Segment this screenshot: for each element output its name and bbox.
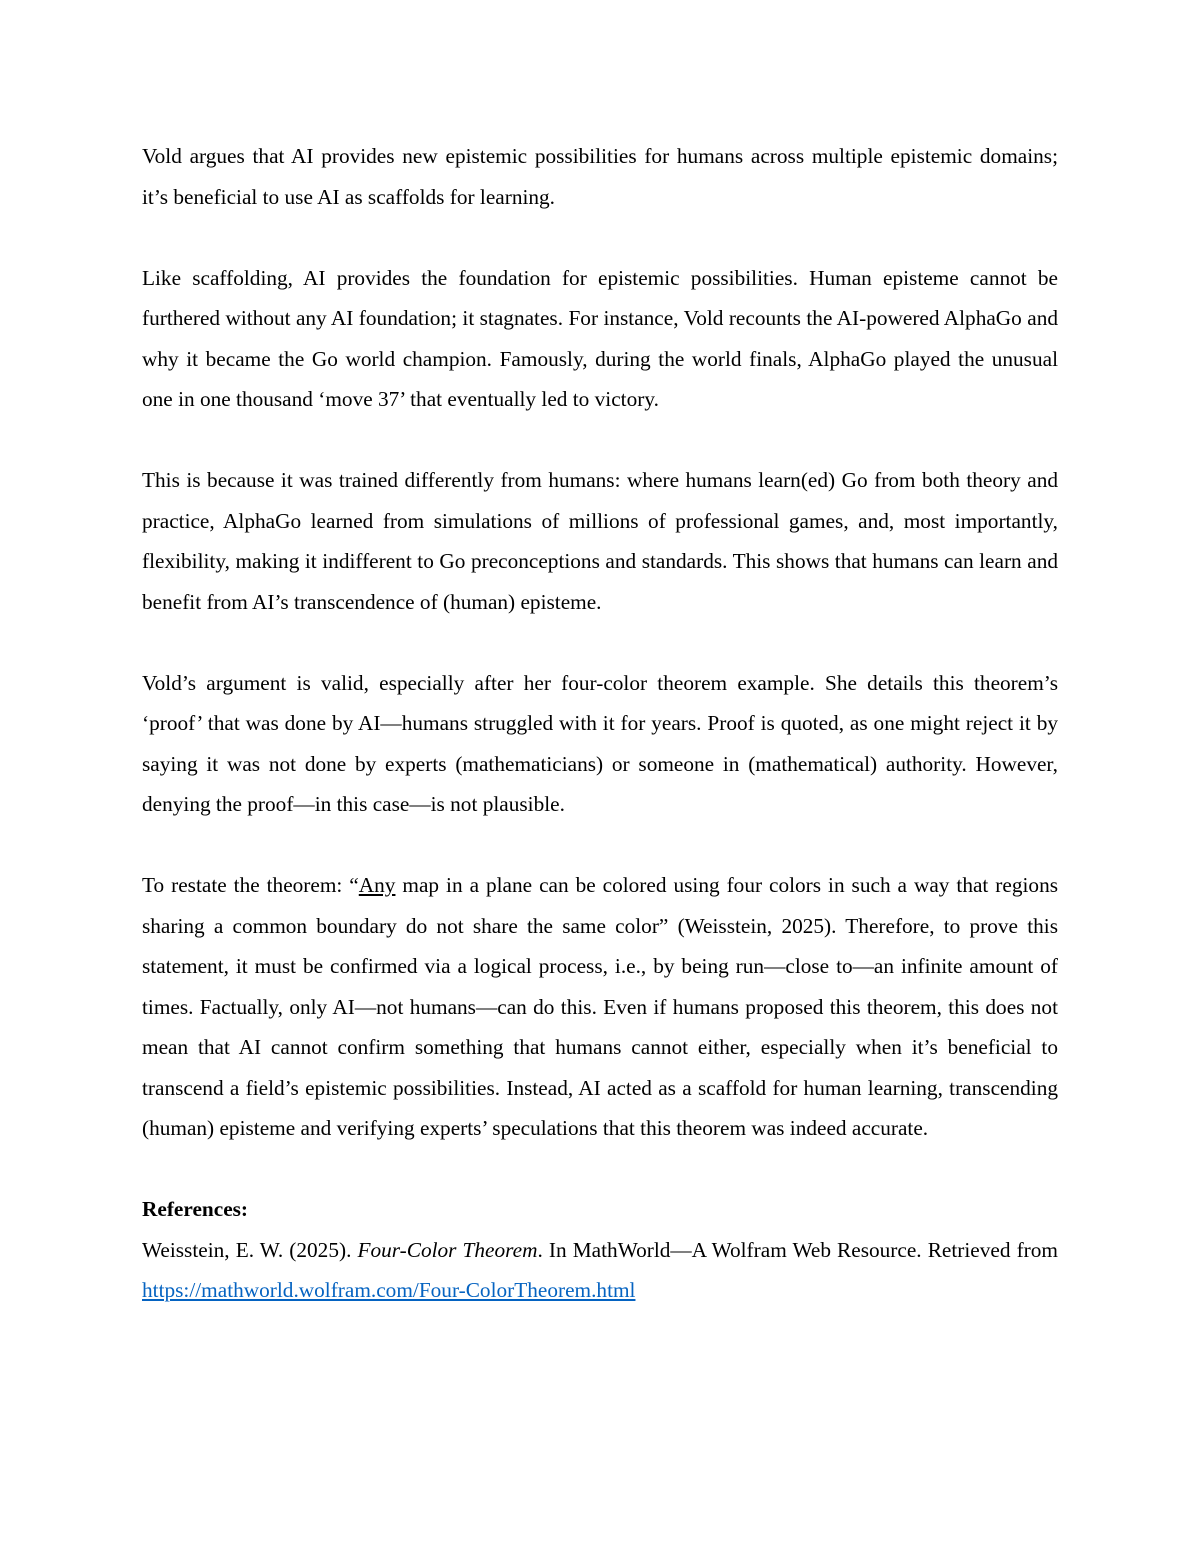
reference-url-link[interactable]: https://mathworld.wolfram.com/Four-ColorTheorem.html [142, 1278, 636, 1302]
paragraph-scaffolding: Like scaffolding, AI provides the foundation for epistemic possibilities. Human episteme cannot be furthered without any AI foundation; it stagnates. For instance, Vold recounts the AI-powered AlphaGo and why it became the Go world champion. Famously, during the world finals, AlphaGo played the unusual one in one thousand ‘move 37’ that eventually led to victory. [142, 265, 1058, 411]
reference-author-year: Weisstein, E. W. (2025). [142, 1237, 358, 1262]
theorem-underlined-word: Any [358, 873, 396, 897]
reference-source: . In MathWorld—A Wolfram Web Resource. Retrieved from [537, 1237, 1058, 1262]
theorem-text-before: To restate the theorem: “ [142, 873, 359, 897]
paragraph-argument-valid: Vold’s argument is valid, especially after her four-color theorem example. She details this theorem’s ‘proof’ that was done by AI—humans struggled with it for years. Proof is quoted, as one might reject it by saying it was not done by experts (mathematicians) or someone in (mathematical) authority. However, denying the proof—in this case—is not plausible. [142, 670, 1058, 816]
references-heading: References: [142, 1197, 249, 1221]
paragraph-training: This is because it was trained differently from humans: where humans learn(ed) Go from both theory and practice, AlphaGo learned from simulations of millions of professional games, and, most importantly, flexibility, making it indifferent to Go preconceptions and standards. This shows that humans can learn and benefit from AI’s transcendence of (human) episteme. [142, 468, 1058, 614]
theorem-text-after: map in a plane can be colored using four colors in such a way that regions sharing a common boundary do not share the same color” (Weisstein, 2025). Therefore, to prove this statement, it must be confirmed via a logical process, i.e., by being run—close to—an infinite amount of times. Factually, only AI—not humans—can do this. Even if humans proposed this theorem, this does not mean that AI cannot confirm something that humans cannot either, especially when it’s beneficial to transcend a field’s epistemic possibilities. Instead, AI acted as a scaffold for human learning, transcending (human) episteme and verifying experts’ speculations that this theorem was indeed accurate. [142, 873, 1059, 1140]
paragraph-intro: Vold argues that AI provides new epistemic possibilities for humans across multiple epistemic domains; it’s beneficial to use AI as scaffolds for learning. [142, 144, 1058, 209]
document-body [142, 136, 1058, 1311]
reference-title: Four-Color Theorem [357, 1237, 538, 1262]
reference-entry [142, 1230, 1058, 1311]
paragraph-theorem [142, 865, 1058, 1149]
